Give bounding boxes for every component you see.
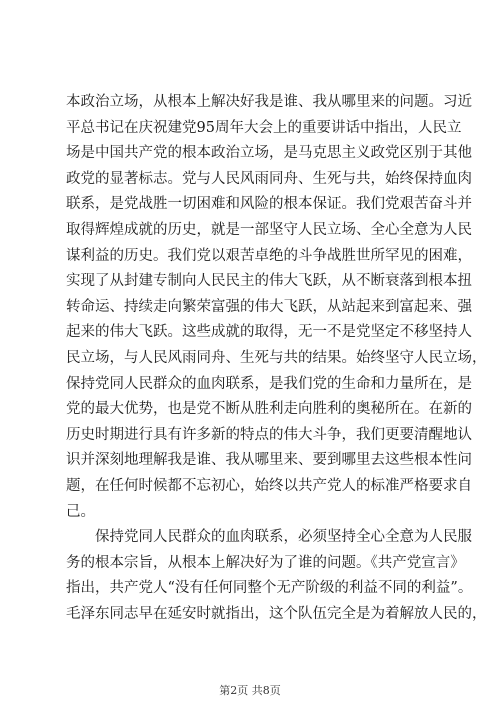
text-line: 保持党同人民群众的血肉联系，必须坚持全心全意为人民服 — [95, 529, 472, 546]
text-line: 谋利益的历史。我们党以艰苦卓绝的斗争战胜世所罕见的困难， — [66, 247, 472, 264]
text-line: 实现了从封建专制向人民民主的伟大飞跃，从不断衰落到根本扭 — [66, 273, 472, 290]
text-line: 保持党同人民群众的血肉联系，是我们党的生命和力量所在，是 — [66, 375, 472, 392]
text-line: 指出，共产党人“没有任何同整个无产阶级的利益不同的利益”。 — [66, 580, 473, 597]
text-line: 民立场，与人民风雨同舟、生死与共的结果。始终坚守人民立场， — [66, 349, 487, 366]
text-line: 毛泽东同志早在延安时就指出，这个队伍完全是为着解放人民的， — [66, 605, 487, 622]
text-line: 识并深刻地理解我是谁、我从哪里来、要到哪里去这些根本性问 — [66, 452, 472, 469]
text-line: 起来的伟大飞跃。这些成就的取得，无一不是党坚定不移坚持人 — [66, 324, 472, 341]
text-line: 党的最大优势，也是党不断从胜利走向胜利的奥秘所在。在新的 — [66, 401, 472, 418]
text-line: 场是中国共产党的根本政治立场，是马克思主义政党区别于其他 — [66, 145, 472, 162]
text-line: 取得辉煌成就的历史，就是一部坚守人民立场、全心全意为人民 — [66, 221, 472, 238]
text-line: 务的根本宗旨，从根本上解决好为了谁的问题。《共产党宣言》 — [66, 554, 465, 571]
paragraph-2 — [66, 525, 487, 627]
text-line: 政党的显著标志。党与人民风雨同舟、生死与共，始终保持血肉 — [66, 170, 472, 187]
text-line: 己。 — [66, 503, 95, 520]
paragraph-1 — [66, 90, 487, 525]
page-number-footer: 第2页 共8页 — [219, 684, 281, 697]
text-line: 联系，是党战胜一切困难和风险的根本保证。我们党艰苦奋斗并 — [66, 196, 472, 213]
text-line: 题，在任何时候都不忘初心，始终以共产党人的标准严格要求自 — [66, 477, 472, 494]
text-line: 历史时期进行具有许多新的特点的伟大斗争，我们更要清醒地认 — [66, 426, 472, 443]
text-line: 平总书记在庆祝建党95周年大会上的重要讲话中指出，人民立 — [66, 119, 462, 136]
body-text — [66, 90, 487, 627]
text-line: 本政治立场，从根本上解决好我是谁、我从哪里来的问题。习近 — [66, 94, 472, 110]
text-line: 转命运、持续走向繁荣富强的伟大飞跃，从站起来到富起来、强 — [66, 298, 472, 315]
